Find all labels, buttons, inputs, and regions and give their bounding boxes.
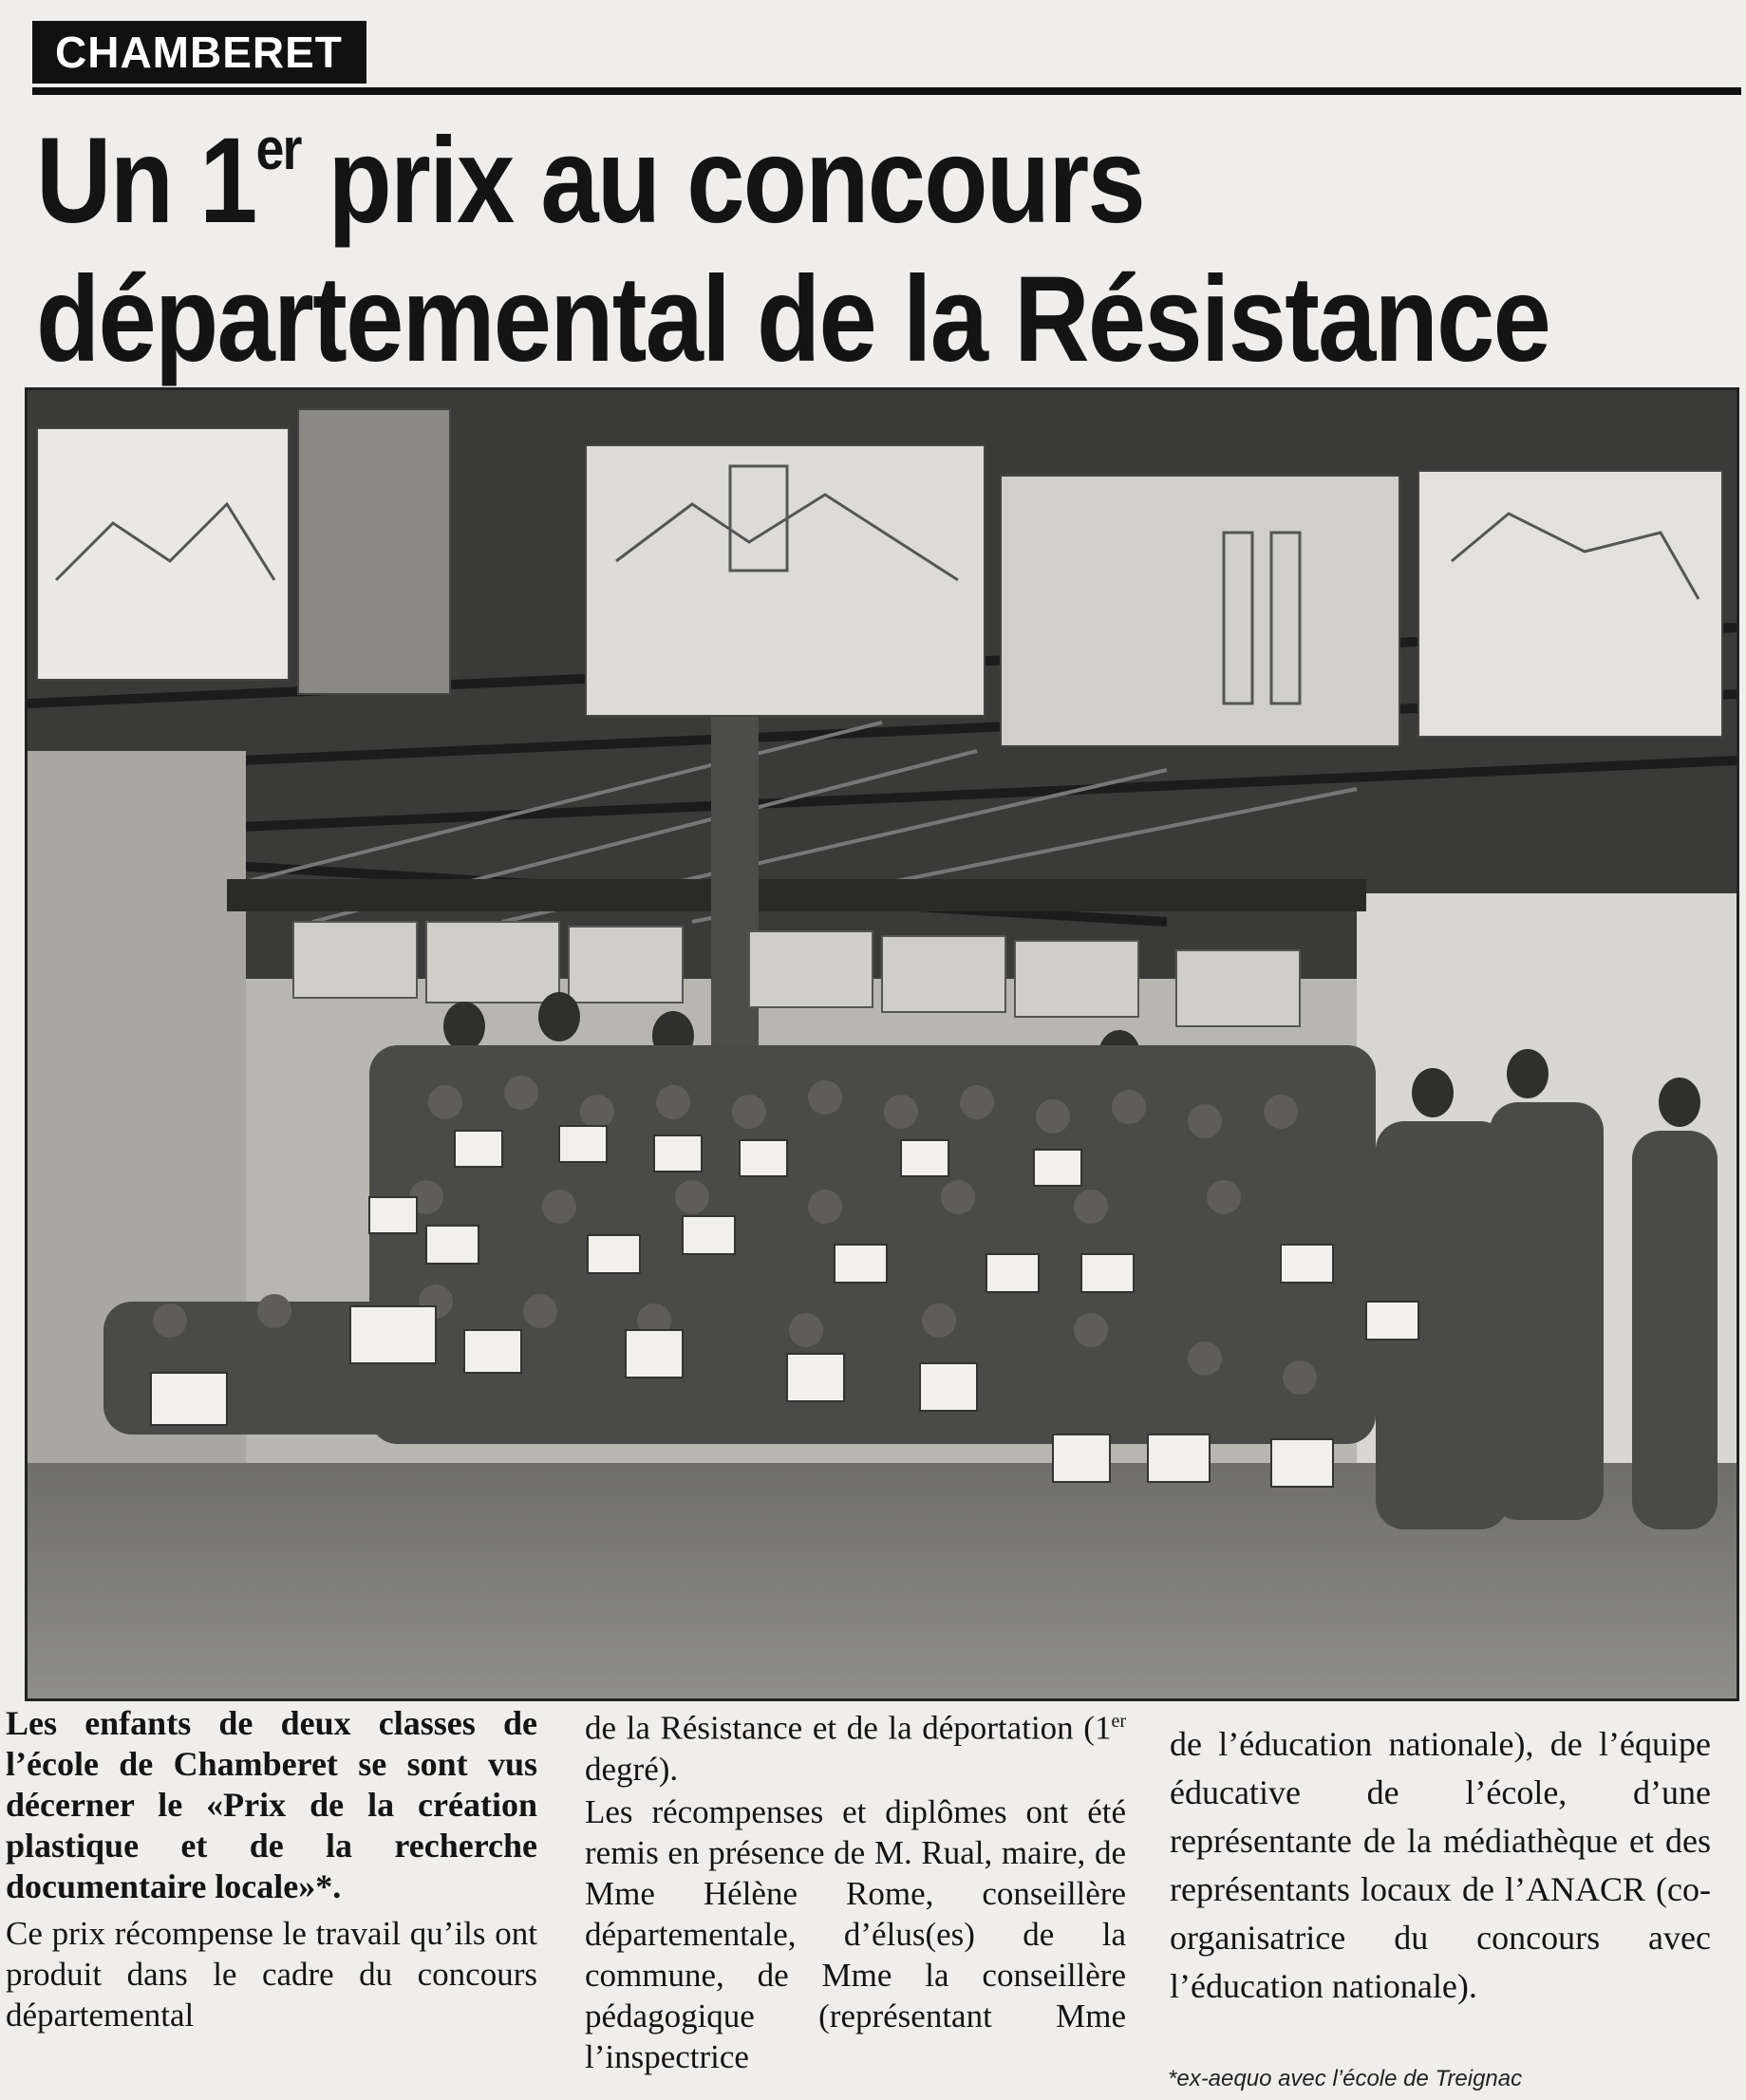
column-1 (6, 1699, 537, 2035)
column-3-paragraph: de l’éducation nationale), de l’équipe éducative de l’école, d’une représentante de la médiathèque et des représentants locaux de l’ANACR (co-organisatrice du concours avec l’éducation nationale). (1170, 1725, 1711, 2005)
group-photo-icon (28, 390, 1737, 1698)
headline-line1-end: prix au concours (300, 113, 1144, 249)
headline-line1 (36, 113, 1144, 249)
section-rule (32, 87, 1741, 95)
column-2-paragraph-1-start: de la Résistance et de la déportation (1 (585, 1709, 1112, 1747)
column-2-paragraph-1 (585, 1701, 1126, 1790)
column-2 (585, 1701, 1126, 2077)
lead-paragraph: Les enfants de deux classes de l’école de Chamberet se sont vus décerner le «Prix de la création plastique et de la recherche documentaire locale»*. (6, 1704, 537, 1905)
column-3 (1170, 1720, 1711, 2011)
headline-superscript: er (255, 117, 301, 183)
column-1-paragraph: Ce prix récompense le travail qu’ils ont produit dans le cadre du concours départemental (6, 1915, 537, 2034)
column-2-superscript: er (1111, 1711, 1126, 1732)
headline-line2: départemental de la Résistance (36, 252, 1550, 387)
headline (36, 112, 1550, 389)
column-2-paragraph-2: Les récompenses et diplômes ont été remis en présence de M. Rual, maire, de Mme Hélène Rome, conseillère départementale, d’élus(es) de la commune, de Mme la conseillère pédagogique (représentant Mme l’inspectrice (585, 1792, 1126, 2075)
headline-line1-start: Un 1 (36, 113, 256, 249)
group-photo (25, 387, 1739, 1701)
column-2-paragraph-1-end: degré). (585, 1750, 679, 1788)
section-rubric: CHAMBERET (55, 28, 343, 77)
footnote: *ex-aequo avec l’école de Treignac (1168, 2066, 1523, 2091)
